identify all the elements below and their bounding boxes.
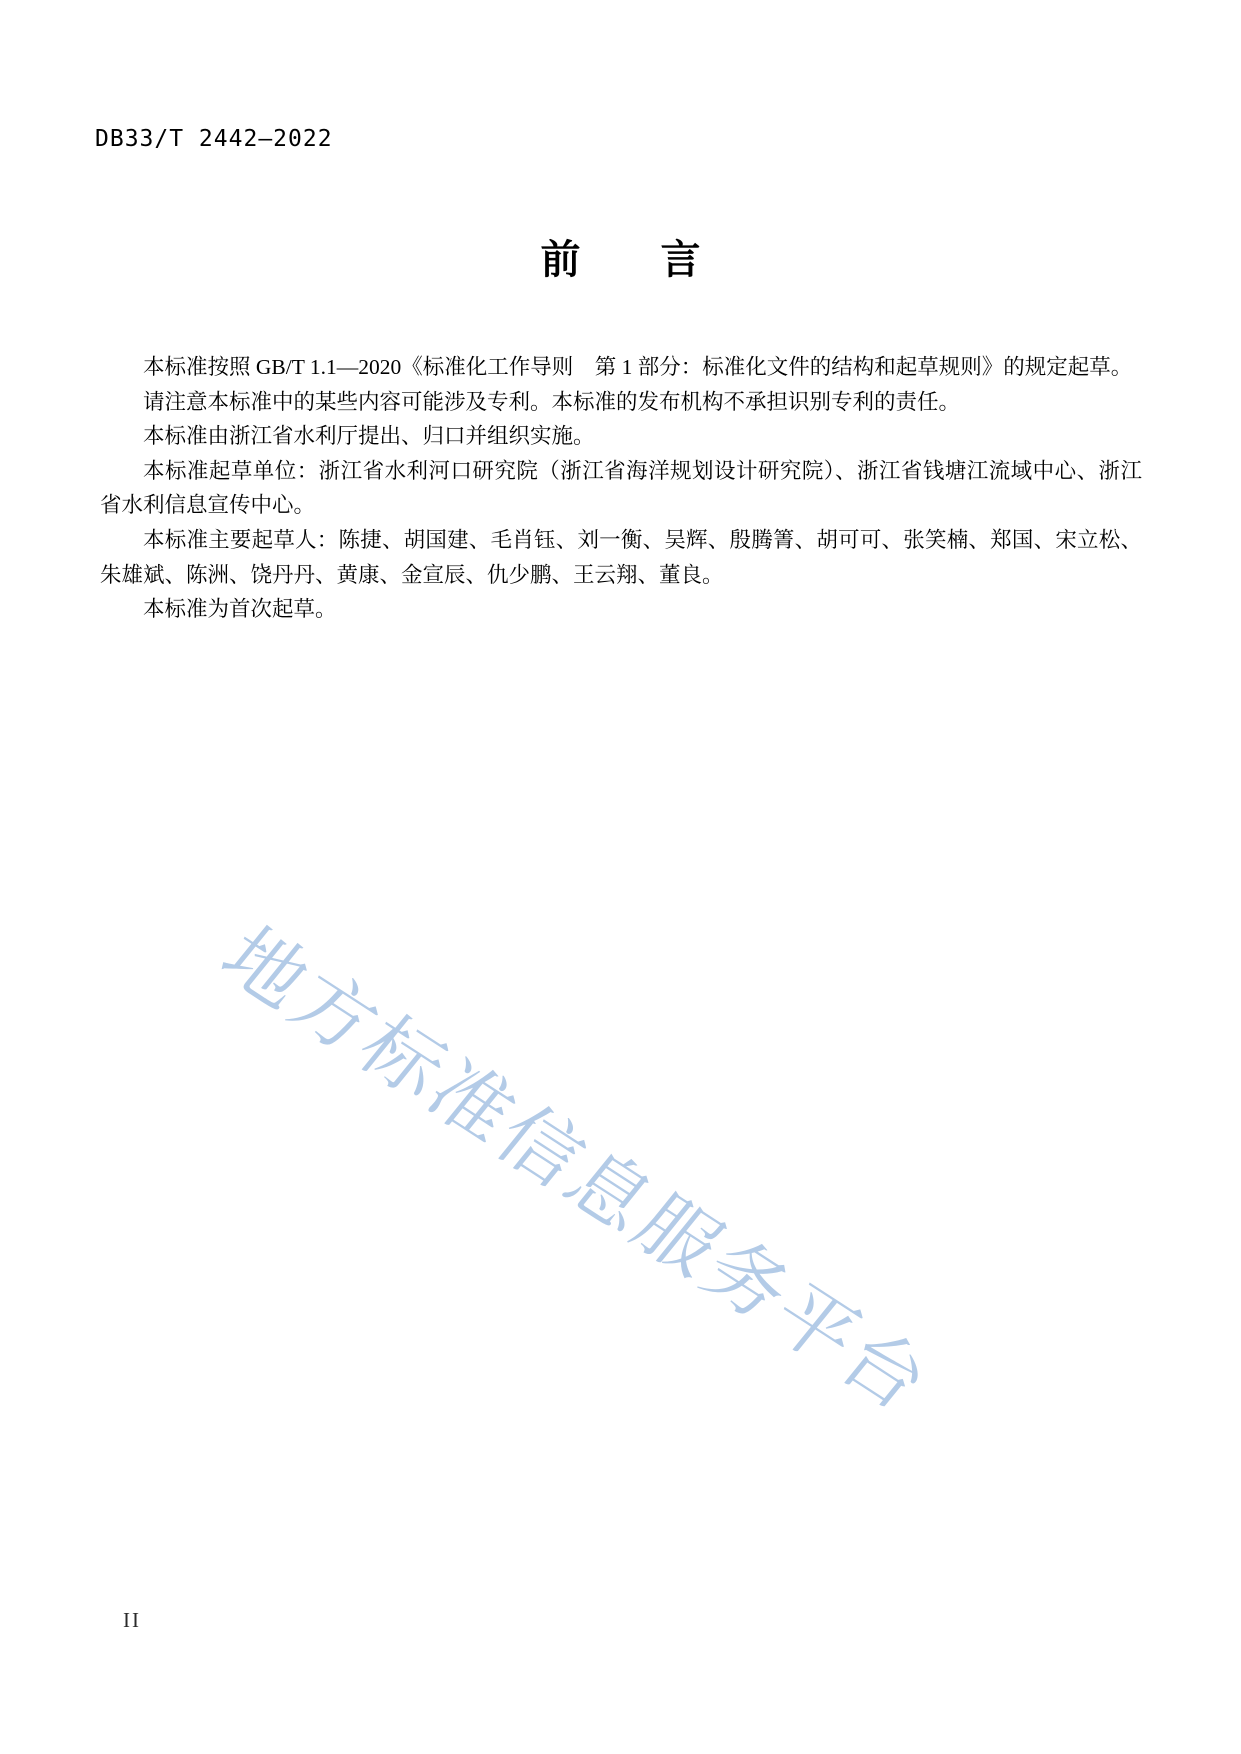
paragraph-first-edition: 本标准为首次起草。 (143, 597, 337, 622)
page-title: 前 言 (540, 238, 701, 282)
paragraph-proposing-body: 本标准由浙江省水利厅提出、归口并组织实施。 (143, 424, 595, 449)
paragraph-drafters: 本标准主要起草人：陈捷、胡国建、毛肖钰、刘一衡、吴辉、殷腾箐、胡可可、张笑楠、郑国、宋立松、朱雄斌、陈洲、饶丹丹、黄康、金宣辰、仇少鹏、王云翔、董良。 (100, 527, 1142, 587)
paragraph-drafting-organizations: 本标准起草单位：浙江省水利河口研究院（浙江省海洋规划设计研究院）、浙江省钱塘江流域中心、浙江省水利信息宣传中心。 (100, 458, 1142, 518)
standard-number-header: DB33/T 2442—2022 (95, 126, 333, 152)
paragraph-drafting-rules: 本标准按照 GB/T 1.1—2020《标准化工作导则 第 1 部分：标准化文件的结构和起草规则》的规定起草。 (143, 355, 1133, 379)
page-number: II (123, 1608, 141, 1632)
foreword-body (100, 350, 1142, 627)
diagonal-watermark: 地方标准信息服务平台 (204, 912, 948, 1428)
paragraph-patent-notice: 请注意本标准中的某些内容可能涉及专利。本标准的发布机构不承担识别专利的责任。 (143, 389, 961, 414)
